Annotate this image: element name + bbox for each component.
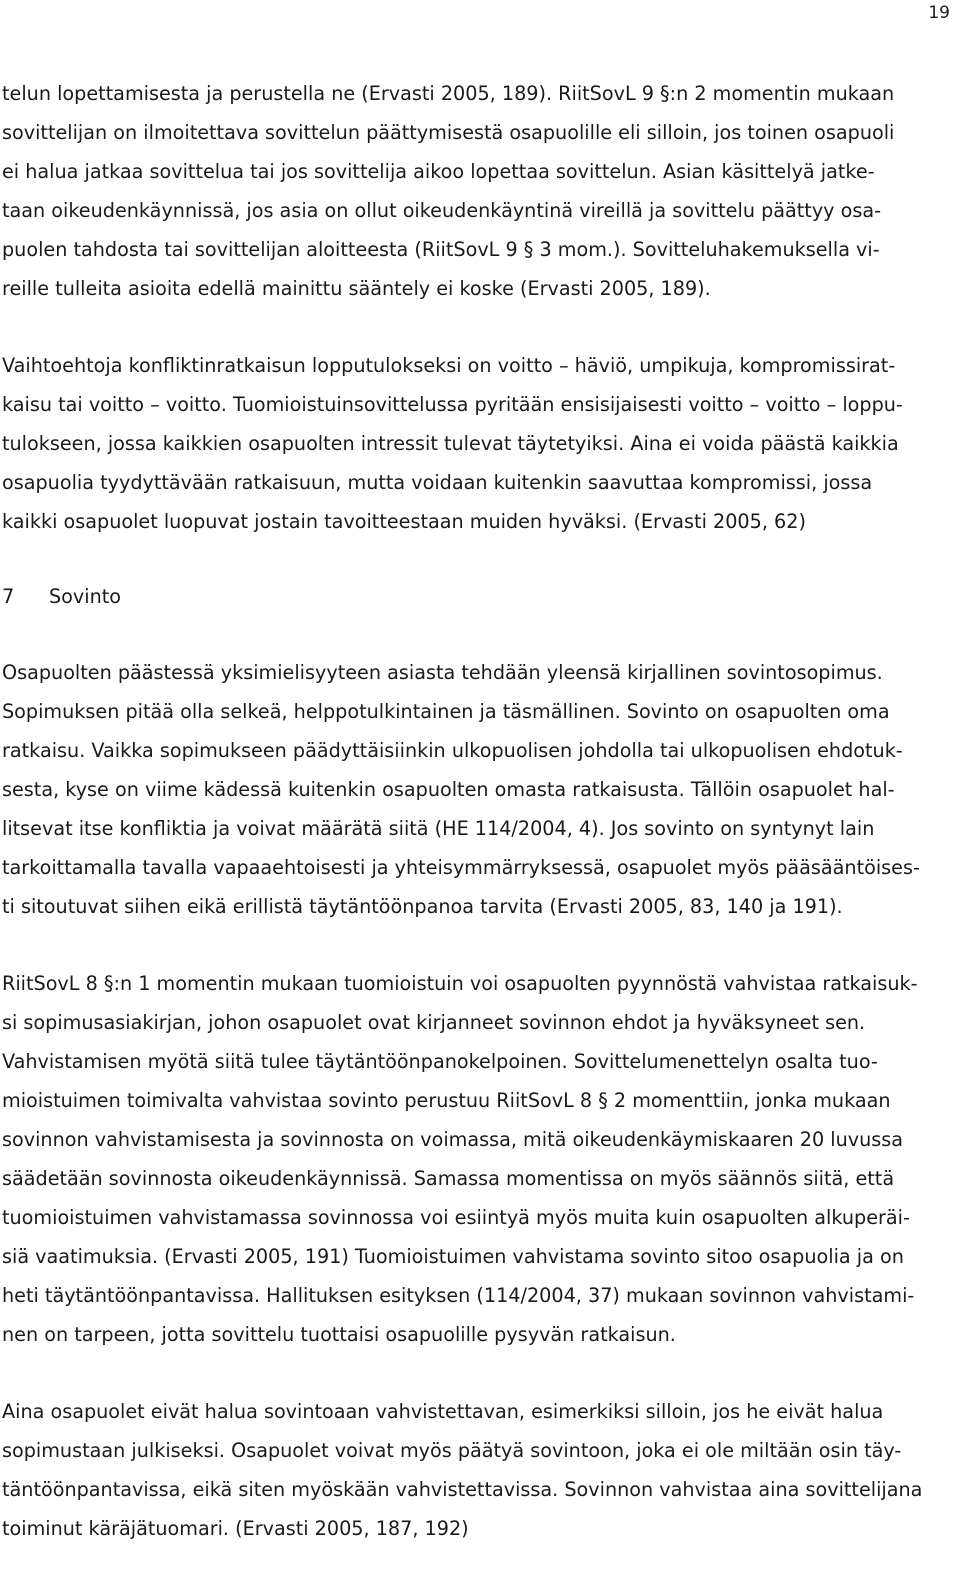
text-line: si sopimusasiakirjan, johon osapuolet ovat kirjanneet sovinnon ehdot ja hyväksyneet sen. — [2, 1011, 866, 1034]
text-line: telun lopettamisesta ja perustella ne (Ervasti 2005, 189). RiitSovL 9 §:n 2 momentin mukaan — [2, 82, 895, 105]
paragraph — [2, 350, 952, 545]
text-line: Osapuolten päästessä yksimielisyyteen asiasta tehdään yleensä kirjallinen sovintosopimus. — [2, 661, 883, 684]
text-line: ti sitoutuvat siihen eikä erillistä täytäntöönpanoa tarvita (Ervasti 2005, 83, 140 ja 191). — [2, 895, 843, 918]
page-number: 19 — [928, 3, 950, 23]
text-line: sesta, kyse on viime kädessä kuitenkin osapuolten omasta ratkaisusta. Tällöin osapuolet hal- — [2, 778, 895, 801]
text-line: RiitSovL 8 §:n 1 momentin mukaan tuomioistuin voi osapuolten pyynnöstä vahvistaa ratkaisuk- — [2, 972, 918, 995]
text-line: tarkoittamalla tavalla vapaaehtoisesti ja yhteisymmärryksessä, osapuolet myös pääsääntöises- — [2, 856, 920, 879]
text-line: Aina osapuolet eivät halua sovintoaan vahvistettavan, esimerkiksi silloin, jos he eivät halua — [2, 1400, 884, 1423]
text-line: säädetään sovinnosta oikeudenkäynnissä. Samassa momentissa on myös säännös siitä, että — [2, 1167, 895, 1190]
text-line: ei halua jatkaa sovittelua tai jos sovittelija aikoo lopettaa sovittelun. Asian käsittelyä jatke- — [2, 160, 875, 183]
text-line: sovittelijan on ilmoitettava sovittelun päättymisestä osapuolille eli silloin, jos toinen osapuoli — [2, 121, 895, 144]
paragraph — [2, 968, 952, 1358]
text-line: sovinnon vahvistamisesta ja sovinnosta on voimassa, mitä oikeudenkäymiskaaren 20 luvussa — [2, 1128, 904, 1151]
document-body — [2, 78, 952, 1552]
text-line: tuomioistuimen vahvistamassa sovinnossa voi esiintyä myös muita kuin osapuolten alkuperäi- — [2, 1206, 910, 1229]
text-line: siä vaatimuksia. (Ervasti 2005, 191) Tuomioistuimen vahvistama sovinto sitoo osapuolia ja on — [2, 1245, 904, 1268]
paragraph — [2, 657, 952, 930]
text-line: toiminut käräjätuomari. (Ervasti 2005, 187, 192) — [2, 1517, 469, 1540]
text-line: ratkaisu. Vaikka sopimukseen päädyttäisiinkin ulkopuolisen johdolla tai ulkopuolisen ehdotuk- — [2, 739, 903, 762]
paragraph — [2, 78, 952, 312]
text-line: litsevat itse konfliktia ja voivat määrätä siitä (HE 114/2004, 4). Jos sovinto on syntynyt lain — [2, 817, 875, 840]
section-title: Sovinto — [49, 585, 122, 608]
text-line: osapuolia tyydyttävään ratkaisuun, mutta voidaan kuitenkin saavuttaa kompromissi, jossa — [2, 471, 873, 494]
text-line: kaisu tai voitto – voitto. Tuomioistuinsovittelussa pyritään ensisijaisesti voitto – voitto – loppu- — [2, 393, 903, 416]
text-line: Sopimuksen pitää olla selkeä, helppotulkintainen ja täsmällinen. Sovinto on osapuolten oma — [2, 700, 890, 723]
text-line: reille tulleita asioita edellä mainittu sääntely ei koske (Ervasti 2005, 189). — [2, 277, 711, 300]
text-line: kaikki osapuolet luopuvat jostain tavoitteestaan muiden hyväksi. (Ervasti 2005, 62) — [2, 510, 806, 533]
section-number: 7 — [2, 585, 15, 608]
text-line: Vahvistamisen myötä siitä tulee täytäntöönpanokelpoinen. Sovittelumenettelyn osalta tuo- — [2, 1050, 878, 1073]
text-line: sopimustaan julkiseksi. Osapuolet voivat myös päätyä sovintoon, joka ei ole miltään osin täy- — [2, 1439, 902, 1462]
section-heading — [2, 581, 952, 621]
text-line: taan oikeudenkäynnissä, jos asia on ollut oikeudenkäyntinä vireillä ja sovittelu päättyy osa- — [2, 199, 882, 222]
text-line: mioistuimen toimivalta vahvistaa sovinto perustuu RiitSovL 8 § 2 momenttiin, jonka mukaan — [2, 1089, 891, 1112]
text-line: Vaihtoehtoja konfliktinratkaisun lopputulokseksi on voitto – häviö, umpikuja, kompromissirat- — [2, 354, 896, 377]
paragraph — [2, 1396, 952, 1552]
text-line: tulokseen, jossa kaikkien osapuolten intressit tulevat täytetyiksi. Aina ei voida päästä kaikkia — [2, 432, 899, 455]
text-line: heti täytäntöönpantavissa. Hallituksen esityksen (114/2004, 37) mukaan sovinnon vahvistami- — [2, 1284, 915, 1307]
text-line: täntöönpantavissa, eikä siten myöskään vahvistettavissa. Sovinnon vahvistaa aina sovittelijana — [2, 1478, 923, 1501]
text-line: puolen tahdosta tai sovittelijan aloitteesta (RiitSovL 9 § 3 mom.). Sovitteluhakemuksella vi- — [2, 238, 880, 261]
text-line: nen on tarpeen, jotta sovittelu tuottaisi osapuolille pysyvän ratkaisun. — [2, 1323, 676, 1346]
